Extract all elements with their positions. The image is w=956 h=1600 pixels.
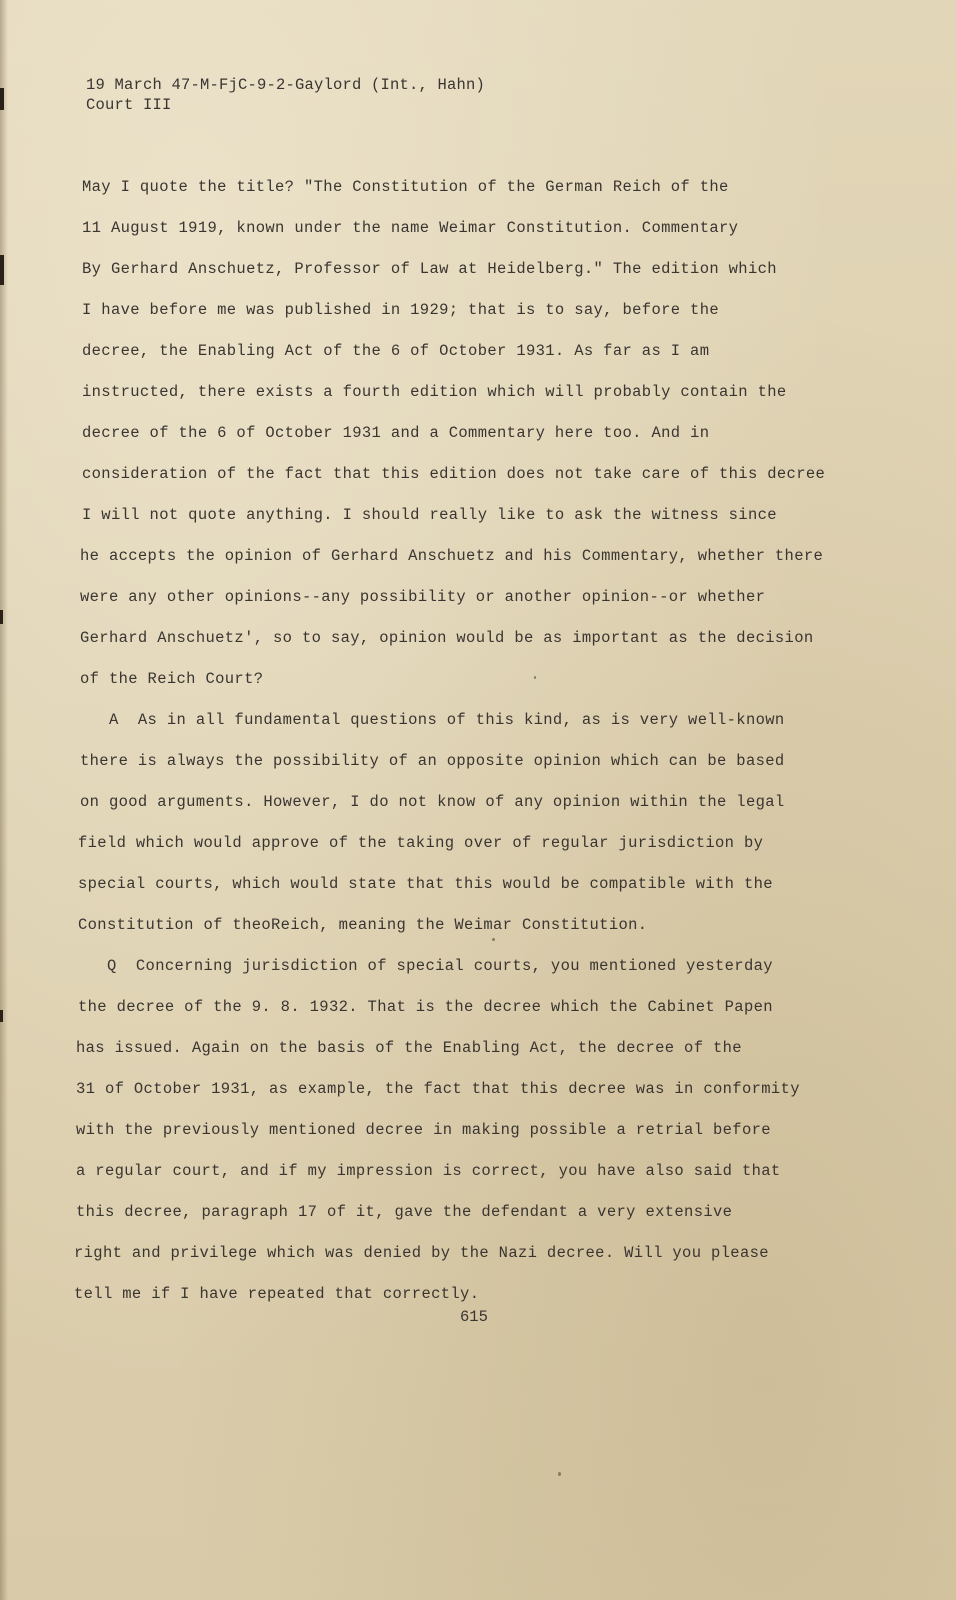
body-line: I have before me was published in 1929; that is to say, before the: [82, 301, 719, 319]
body-line: the decree of the 9. 8. 1932. That is the decree which the Cabinet Papen: [78, 998, 773, 1016]
body-line: has issued. Again on the basis of the Enabling Act, the decree of the: [76, 1039, 742, 1057]
body-line: 11 August 1919, known under the name Weimar Constitution. Commentary: [82, 219, 739, 237]
margin-mark: [0, 610, 3, 624]
body-line: right and privilege which was denied by the Nazi decree. Will you please: [74, 1244, 769, 1262]
body-line: a regular court, and if my impression is correct, you have also said that: [76, 1162, 781, 1180]
body-line: field which would approve of the taking over of regular jurisdiction by: [78, 834, 764, 852]
body-line: Gerhard Anschuetz', so to say, opinion would be as important as the decision: [80, 629, 814, 647]
body-line: decree of the 6 of October 1931 and a Commentary here too. And in: [82, 424, 710, 442]
body-line: consideration of the fact that this edition does not take care of this decree: [82, 465, 826, 483]
body-line: there is always the possibility of an opposite opinion which can be based: [80, 752, 785, 770]
paper-speck: [492, 938, 495, 941]
body-line: tell me if I have repeated that correctly.: [74, 1285, 480, 1303]
body-line: decree, the Enabling Act of the 6 of October 1931. As far as I am: [82, 342, 710, 360]
header-court: Court III: [86, 96, 172, 114]
margin-mark: [0, 1010, 3, 1022]
page-left-edge: [0, 0, 8, 1600]
margin-mark: [0, 255, 4, 285]
body-line: of the Reich Court?: [80, 670, 264, 688]
header-reference: 19 March 47-M-FjC-9-2-Gaylord (Int., Hahn): [86, 76, 486, 94]
body-line: were any other opinions--any possibility or another opinion--or whether: [80, 588, 766, 606]
paper-speck: [534, 676, 536, 679]
page-number: 615: [460, 1308, 488, 1326]
body-line: By Gerhard Anschuetz, Professor of Law at Heidelberg." The edition which: [82, 260, 777, 278]
body-line: instructed, there exists a fourth edition which will probably contain the: [82, 383, 787, 401]
body-line: on good arguments. However, I do not know of any opinion within the legal: [80, 793, 785, 811]
body-line: I will not quote anything. I should really like to ask the witness since: [82, 506, 777, 524]
paper-speck: [558, 1472, 561, 1476]
answer-line: A As in all fundamental questions of this kind, as is very well-known: [80, 711, 785, 729]
body-line: 31 of October 1931, as example, the fact that this decree was in conformity: [76, 1080, 800, 1098]
question-line: Q Concerning jurisdiction of special courts, you mentioned yesterday: [78, 957, 773, 975]
body-line: May I quote the title? "The Constitution of the German Reich of the: [82, 178, 729, 196]
body-line: Constitution of theoReich, meaning the Weimar Constitution.: [78, 916, 648, 934]
body-line: with the previously mentioned decree in making possible a retrial before: [76, 1121, 771, 1139]
body-line: this decree, paragraph 17 of it, gave the defendant a very extensive: [76, 1203, 733, 1221]
body-line: special courts, which would state that this would be compatible with the: [78, 875, 773, 893]
body-line: he accepts the opinion of Gerhard Anschuetz and his Commentary, whether there: [80, 547, 824, 565]
margin-mark: [0, 88, 4, 110]
